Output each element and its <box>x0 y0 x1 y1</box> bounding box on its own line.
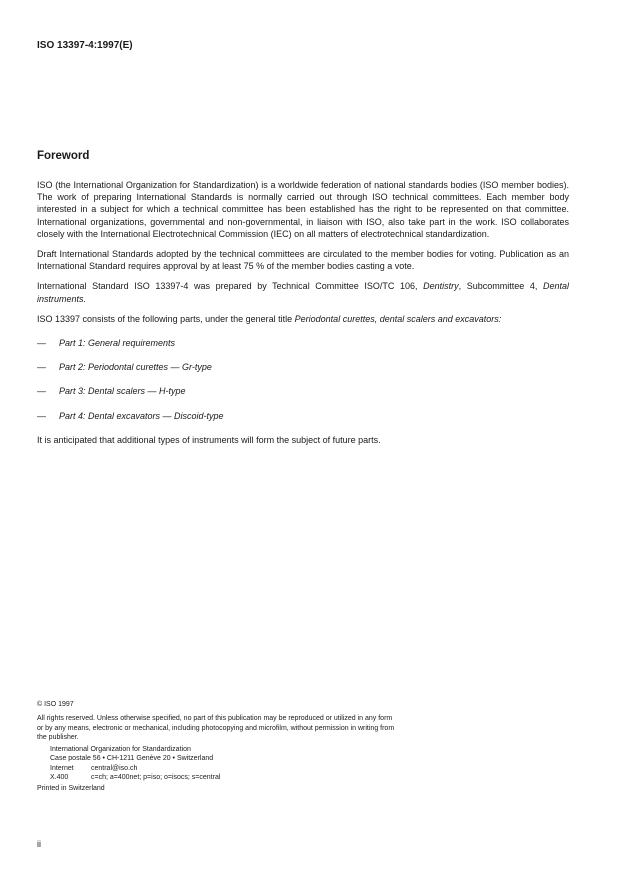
foreword-heading: Foreword <box>37 150 90 162</box>
postal-address: Case postale 56 • CH-1211 Genève 20 • Switzerland <box>50 755 214 763</box>
x400-address: c=ch; a=400net; p=iso; o=isocs; s=central <box>91 774 221 782</box>
paragraph-iso-intro: ISO (the International Organization for Standardization) is a worldwide federation of national standards bodies (ISO member bodies). The work of preparing International Standards is normally carried out through ISO technical committees. Each member body interested in a subject for which a technical committee has been established has the right to be represented on that committee. International organizations, governmental and non-governmental, in liaison with ISO, also take part in the work. ISO collaborates closely with the International Electrotechnical Commission (IEC) on all matters of electrotechnical standardization. <box>37 180 569 239</box>
list-item <box>37 361 569 373</box>
printed-in: Printed in Switzerland <box>37 785 105 793</box>
copyright-line: © ISO 1997 <box>37 701 74 708</box>
parts-list <box>37 337 569 422</box>
x400-row <box>50 773 397 782</box>
paragraph-parts-intro <box>37 313 569 325</box>
part-title: Part 4: Dental excavators — Discoid-type <box>59 410 224 421</box>
committee-dentistry: Dentistry <box>423 281 459 292</box>
publisher-address <box>37 745 397 782</box>
paragraph-draft-standards: Draft International Standards adopted by the technical committees are circulated to the member bodies for voting. Publication as an International Standard requires approval by at least 75 % of the member bodies casting a vote. <box>37 249 569 272</box>
list-item <box>37 337 569 349</box>
parts-intro-text: ISO 13397 consists of the following parts, under the general title <box>37 313 295 324</box>
internet-email: central@iso.ch <box>91 764 138 772</box>
list-dash: — <box>37 362 46 373</box>
org-name: International Organization for Standardization <box>50 746 191 754</box>
list-dash: — <box>37 338 46 349</box>
paragraph-prepared-by <box>37 280 569 304</box>
internet-row <box>50 764 397 773</box>
subcommittee-name: Dental instruments. <box>37 281 569 304</box>
list-item <box>37 385 569 397</box>
paragraph-future-parts: It is anticipated that additional types of instruments will form the subject of future parts. <box>37 434 381 445</box>
list-dash: — <box>37 386 46 397</box>
general-title: Periodontal curettes, dental scalers and excavators: <box>294 313 502 324</box>
list-dash: — <box>37 410 46 421</box>
subcommittee-text: , Subcommittee 4, <box>458 281 543 292</box>
page-number: ii <box>37 839 41 849</box>
part-title: Part 3: Dental scalers — H-type <box>59 386 186 397</box>
internet-label: Internet <box>50 764 74 772</box>
part-title: Part 1: General requirements <box>59 338 176 349</box>
foreword-body <box>37 179 569 454</box>
x400-label: X.400 <box>50 774 69 782</box>
document-id-header: ISO 13397-4:1997(E) <box>37 40 133 51</box>
copyright-block <box>37 700 397 794</box>
part-title: Part 2: Periodontal curettes — Gr-type <box>59 362 212 373</box>
prepared-by-text: International Standard ISO 13397-4 was prepared by Technical Committee ISO/TC 106, <box>37 281 424 292</box>
list-item <box>37 410 569 422</box>
rights-statement: All rights reserved. Unless otherwise specified, no part of this publication may be reproduced or utilized in any form or by any means, electronic or mechanical, including photocopying and microfilm, without permission in writing from the publisher. <box>37 715 395 741</box>
